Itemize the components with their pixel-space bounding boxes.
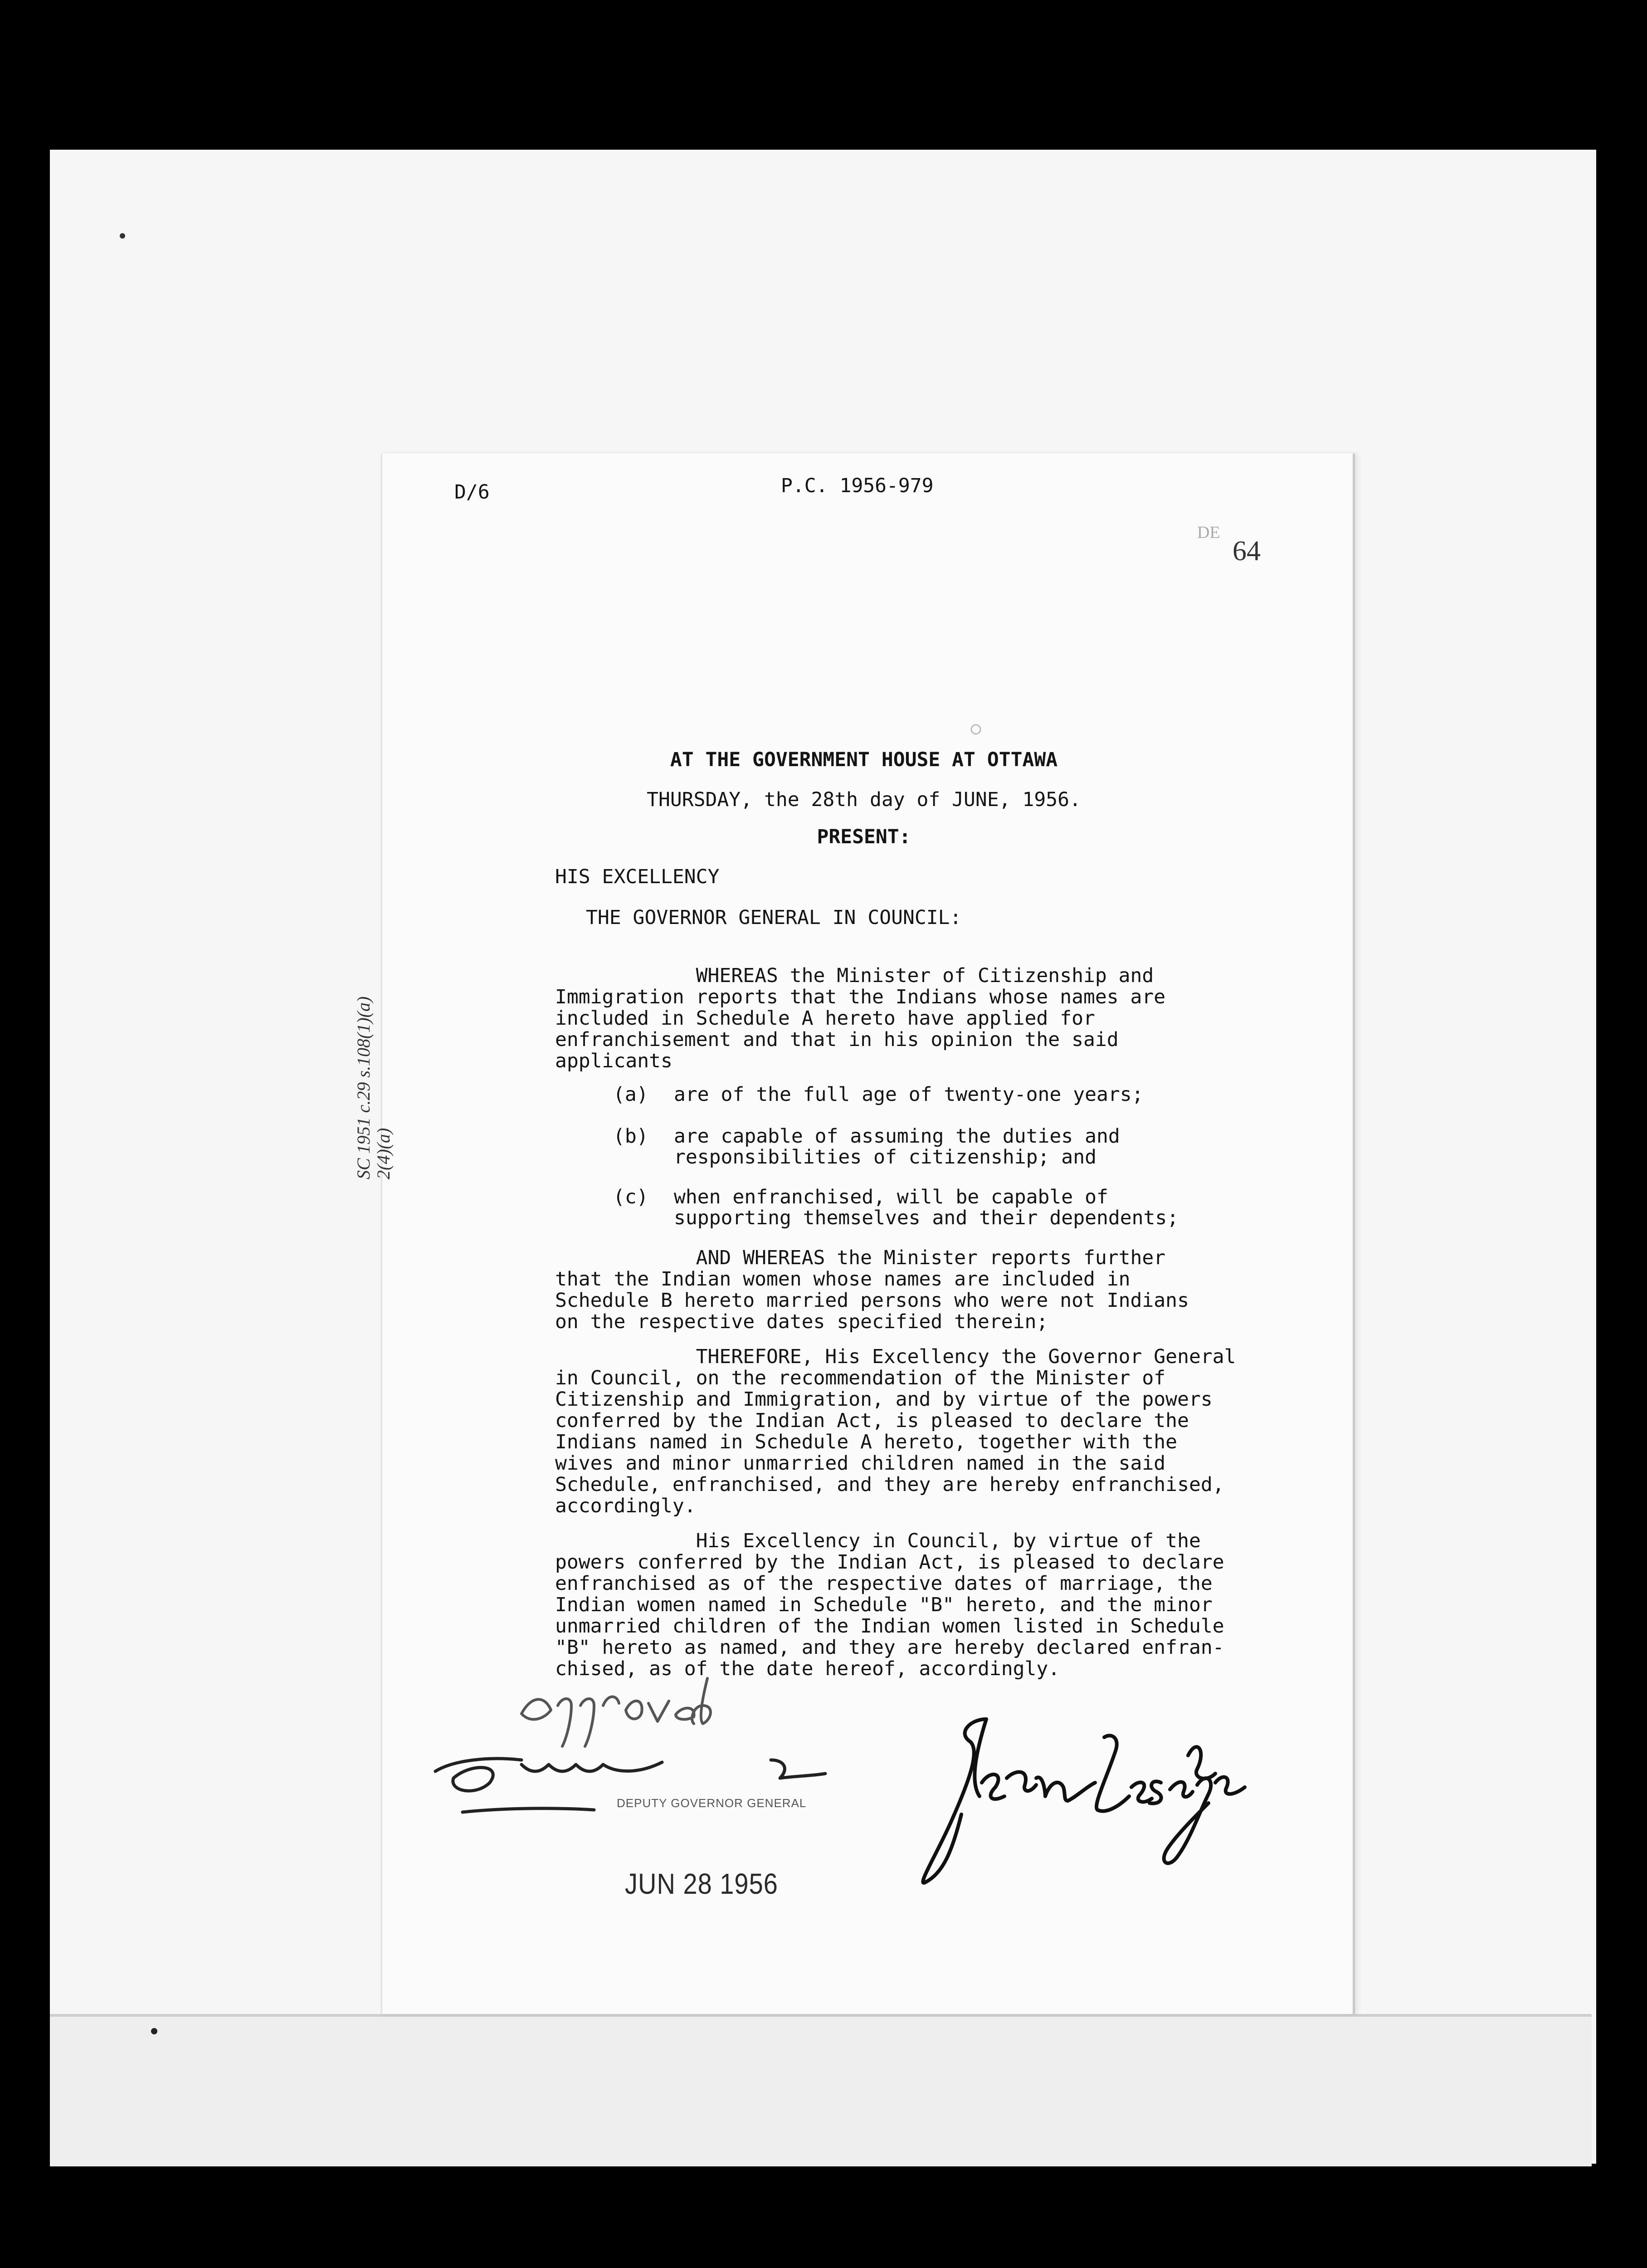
para-line: Schedule, enfranchised, and they are hereby enfranchised,	[555, 1473, 1224, 1496]
para-line: Immigration reports that the Indians whose names are	[555, 986, 1166, 1008]
para-line: enfranchisement and that in his opinion the said	[555, 1028, 1119, 1051]
deputy-governor-general-caption: DEPUTY GOVERNOR GENERAL	[617, 1796, 807, 1810]
para-line: AND WHEREAS the Minister reports further	[555, 1246, 1166, 1269]
condition-a-text: are of the full age of twenty-one years;	[674, 1083, 1144, 1106]
para-line: applicants	[555, 1050, 672, 1072]
order-number: P.C. 1956-979	[781, 474, 934, 497]
para-line: THEREFORE, His Excellency the Governor General	[555, 1345, 1236, 1368]
para-line: included in Schedule A hereto have applied for	[555, 1007, 1095, 1030]
para-line: that the Indian women whose names are included in	[555, 1268, 1130, 1290]
scan-speck	[971, 725, 980, 734]
handwritten-margin-note: SC 1951 c.29 s.108(1)(a) 2(4)(a)	[353, 996, 394, 1179]
para-line: Citizenship and Immigration, and by virtue of the powers	[555, 1388, 1213, 1411]
para-line: on the respective dates specified therein;	[555, 1310, 1048, 1333]
condition-b-text-1: are capable of assuming the duties and	[674, 1125, 1120, 1148]
file-reference: D/6	[454, 481, 490, 503]
salutation-line2: THE GOVERNOR GENERAL IN COUNCIL:	[586, 906, 962, 929]
minister-signature	[923, 1719, 1245, 1883]
para-line: unmarried children of the Indian women listed in Schedule	[555, 1615, 1224, 1637]
page-number: 64	[1233, 536, 1261, 567]
date-stamp: JUN 28 1956	[625, 1867, 778, 1900]
stamp-initials: DE	[1197, 523, 1220, 542]
para-line: Indians named in Schedule A hereto, together with the	[555, 1431, 1178, 1453]
condition-a-label: (a)	[613, 1083, 648, 1106]
para-line: Schedule B hereto married persons who were not Indians	[555, 1289, 1189, 1312]
condition-c-label: (c)	[613, 1186, 648, 1208]
scan-speck	[151, 2028, 157, 2034]
para-line: "B" hereto as named, and they are hereby declared enfran-	[555, 1636, 1224, 1659]
para-line: in Council, on the recommendation of the Minister of	[555, 1367, 1166, 1389]
para-line: WHEREAS the Minister of Citizenship and	[555, 964, 1154, 987]
para-line: conferred by the Indian Act, is pleased to declare the	[555, 1409, 1189, 1432]
para-line: His Excellency in Council, by virtue of the	[555, 1530, 1201, 1552]
condition-b-text-2: responsibilities of citizenship; and	[674, 1146, 1096, 1168]
condition-c-text-2: supporting themselves and their dependents;	[674, 1207, 1179, 1229]
para-line: wives and minor unmarried children named in the said	[555, 1452, 1166, 1475]
heading-present: PRESENT:	[817, 826, 911, 848]
para-line: chised, as of the date hereof, accordingly.	[555, 1657, 1060, 1680]
condition-c-text-1: when enfranchised, will be capable of	[674, 1186, 1108, 1208]
para-line: enfranchised as of the respective dates of marriage, the	[555, 1572, 1213, 1595]
scan-speck	[120, 233, 125, 239]
approved-handwriting	[521, 1678, 711, 1746]
condition-b-label: (b)	[613, 1125, 648, 1148]
para-line: accordingly.	[555, 1495, 696, 1517]
heading-date: THURSDAY, the 28th day of JUNE, 1956.	[647, 788, 1081, 811]
para-line: Indian women named in Schedule "B" hereto, and the minor	[555, 1593, 1213, 1616]
salutation-line1: HIS EXCELLENCY	[555, 865, 720, 888]
para-line: powers conferred by the Indian Act, is pleased to declare	[555, 1551, 1224, 1574]
heading-place: AT THE GOVERNMENT HOUSE AT OTTAWA	[670, 748, 1058, 771]
